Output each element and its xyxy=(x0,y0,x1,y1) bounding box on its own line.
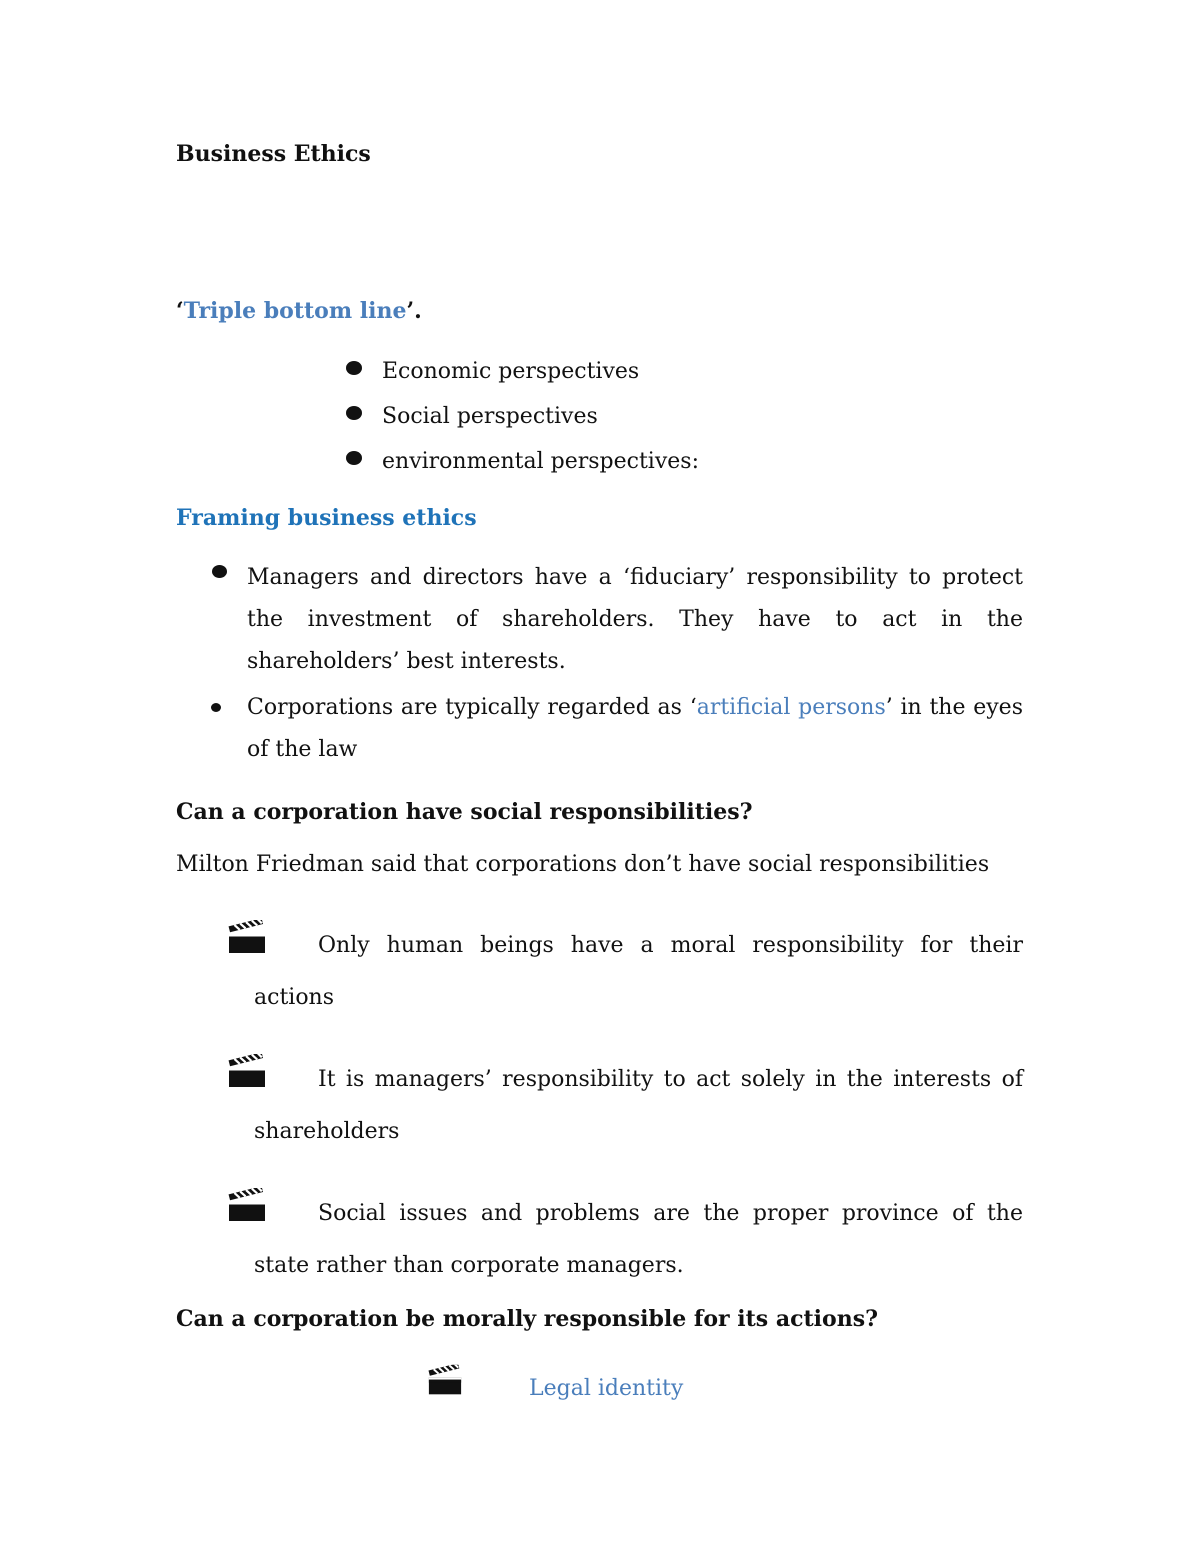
corporations-text-before: Corporations are typically regarded as ‘ xyxy=(247,695,697,720)
list-item-text: Social perspectives xyxy=(382,404,598,429)
corporations-text-after: ’ in the eyes of the law xyxy=(247,695,1023,762)
corporations-paragraph xyxy=(247,687,1023,771)
clapperboard-icon xyxy=(428,1364,462,1396)
framing-heading: Framing business ethics xyxy=(176,505,477,531)
open-quote: ‘ xyxy=(176,298,184,324)
friedman-point: It is managers’ responsibility to act solely in the interests of shareholders xyxy=(254,1067,1023,1144)
friedman-point: Only human beings have a moral responsibility for their actions xyxy=(254,933,1023,1010)
question-social-responsibilities: Can a corporation have social responsibilities? xyxy=(176,799,753,825)
triple-bottom-line-heading xyxy=(176,298,422,324)
bullet-dot-icon xyxy=(346,406,362,420)
bullet-dot-icon xyxy=(211,703,221,712)
document-title: Business Ethics xyxy=(176,141,371,167)
bullet-dot-icon xyxy=(346,361,362,375)
list-item-text: environmental perspectives: xyxy=(382,449,699,474)
close-quote: ’. xyxy=(406,298,422,324)
friedman-point: Social issues and problems are the proper province of the state rather than corporate managers. xyxy=(254,1201,1023,1278)
fiduciary-paragraph: Managers and directors have a ‘fiduciary’ responsibility to protect the investment of shareholders. They have to act in the shareholders’ best interests. xyxy=(247,565,1023,674)
triple-bottom-line-term: Triple bottom line xyxy=(183,298,407,324)
friedman-statement: Milton Friedman said that corporations don’t have social responsibilities xyxy=(176,852,990,877)
legal-identity-link[interactable]: Legal identity xyxy=(529,1376,684,1401)
artificial-persons-link[interactable]: artificial persons xyxy=(696,695,886,720)
question-moral-responsibility: Can a corporation be morally responsible for its actions? xyxy=(176,1306,878,1332)
bullet-dot-icon xyxy=(212,565,227,578)
bullet-dot-icon xyxy=(346,451,362,465)
list-item-text: Economic perspectives xyxy=(382,359,640,384)
